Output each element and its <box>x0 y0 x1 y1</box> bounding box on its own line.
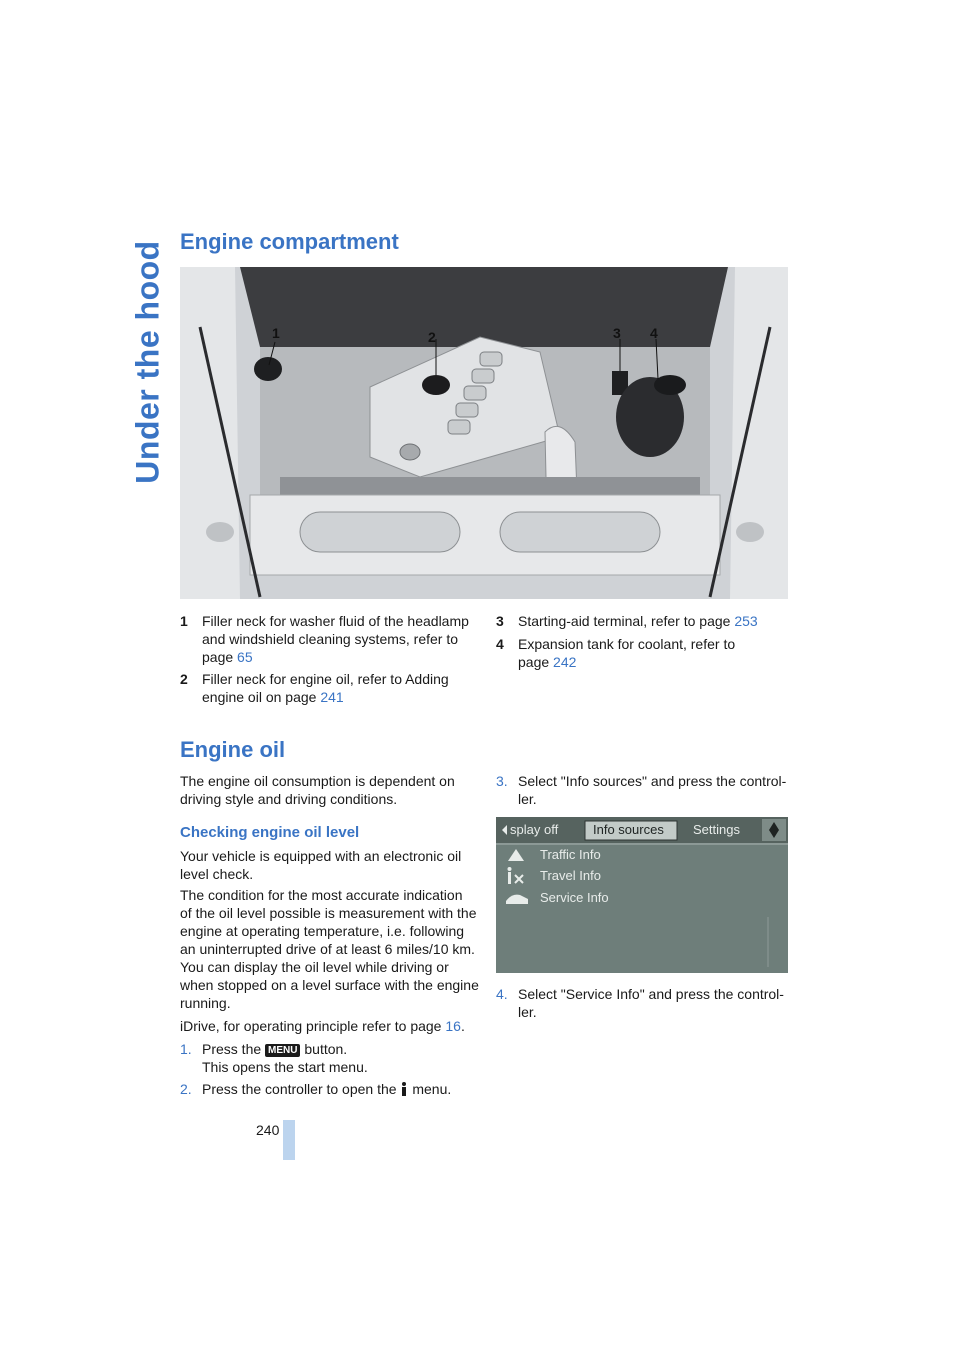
legend-text: Starting-aid terminal, refer to page <box>518 613 735 629</box>
text-line: when stopped on a level surface with the engine <box>180 977 479 993</box>
page-ref-link[interactable]: 241 <box>320 689 344 705</box>
text-line: You can display the oil level while driving or <box>180 959 449 975</box>
text-line: ler. <box>518 791 537 807</box>
idrive-reference: iDrive, for operating principle refer to page 16. <box>180 1018 465 1034</box>
step-number: 1. <box>180 1041 192 1057</box>
text-line: The condition for the most accurate indication <box>180 887 463 903</box>
text-line: Select "Info sources" and press the control- <box>518 773 787 789</box>
legend-text: and windshield cleaning systems, refer to <box>202 631 459 647</box>
paragraph-conditions <box>180 886 480 1012</box>
menu-item-traffic-info[interactable]: Traffic Info <box>540 847 601 862</box>
callout-1: 1 <box>272 325 280 341</box>
menu-item-service-info[interactable]: Service Info <box>540 890 609 905</box>
text-line: Select "Service Info" and press the control- <box>518 986 784 1002</box>
heading-engine-oil: Engine oil <box>180 737 286 762</box>
legend-number: 1 <box>180 613 188 629</box>
legend-item-4 <box>496 635 791 671</box>
step-4 <box>496 985 791 1021</box>
text-line: level check. <box>180 866 254 882</box>
text-line: an uninterrupted drive of at least 6 miles/10 km. <box>180 941 475 957</box>
idrive-screen <box>496 817 788 973</box>
text-line: iDrive, for operating principle refer to page <box>180 1018 446 1034</box>
tab-display-off[interactable]: splay off <box>510 822 559 837</box>
text-line: This opens the start menu. <box>202 1059 368 1075</box>
running-title-text: Under the hood <box>129 240 166 484</box>
text-line: button. <box>300 1041 348 1057</box>
engine-drawing <box>180 267 788 599</box>
tab-info-sources[interactable]: Info sources <box>593 822 664 837</box>
step-2 <box>180 1080 480 1098</box>
paragraph-electronic-check <box>180 847 480 883</box>
text-line: Press the controller to open the <box>202 1081 401 1097</box>
text-line: Your vehicle is equipped with an electronic oil <box>180 848 462 864</box>
legend-text: Filler neck for washer fluid of the headlamp <box>202 613 469 629</box>
text-line: menu. <box>408 1081 452 1097</box>
text-line: of the oil level possible is measurement with the <box>180 905 477 921</box>
legend-text: Filler neck for engine oil, refer to Adding <box>202 671 449 687</box>
travel-icon <box>508 872 511 884</box>
legend-number: 2 <box>180 671 188 687</box>
text-line: running. <box>180 995 231 1011</box>
page-ref-link[interactable]: 242 <box>553 654 577 670</box>
legend-number: 3 <box>496 613 504 629</box>
legend-item-3 <box>496 612 791 630</box>
legend-item-1 <box>180 612 480 668</box>
engine-compartment-illustration <box>180 267 788 599</box>
step-3 <box>496 772 791 808</box>
legend-number: 4 <box>496 636 504 652</box>
legend-text: engine oil on page <box>202 689 321 705</box>
subheading-checking-oil-level: Checking engine oil level <box>180 824 360 841</box>
step-1 <box>180 1040 480 1076</box>
menu-item-travel-info[interactable]: Travel Info <box>540 868 601 883</box>
text-line: ler. <box>518 1004 537 1020</box>
text-line: Press the <box>202 1041 266 1057</box>
text-line: driving style and driving conditions. <box>180 791 398 807</box>
callout-4: 4 <box>650 325 658 341</box>
page-ref-link[interactable]: 65 <box>237 649 253 665</box>
legend-item-2 <box>180 670 480 706</box>
legend-text: Expansion tank for coolant, refer to <box>518 636 736 652</box>
step-number: 3. <box>496 773 508 789</box>
menu-button-icon: MENU <box>265 1044 300 1057</box>
page-ref-link[interactable]: 253 <box>734 613 758 629</box>
callout-2: 2 <box>428 329 436 345</box>
heading-engine-compartment: Engine compartment <box>180 229 399 254</box>
legend-text: page <box>202 649 238 665</box>
callout-3: 3 <box>613 325 621 341</box>
engine-oil-intro <box>180 772 480 808</box>
page-ref-link[interactable]: 16 <box>445 1018 461 1034</box>
running-title <box>118 232 178 492</box>
text-line: engine at operating temperature, i.e. following <box>180 923 465 939</box>
step-number: 4. <box>496 986 508 1002</box>
step-number: 2. <box>180 1081 192 1097</box>
text-line: The engine oil consumption is dependent on <box>180 773 455 789</box>
tab-settings[interactable]: Settings <box>693 822 740 837</box>
page-number: 240 <box>256 1122 280 1138</box>
page-margin-bar <box>283 1120 295 1160</box>
legend-text: page <box>518 654 554 670</box>
info-i-icon <box>400 1082 408 1096</box>
